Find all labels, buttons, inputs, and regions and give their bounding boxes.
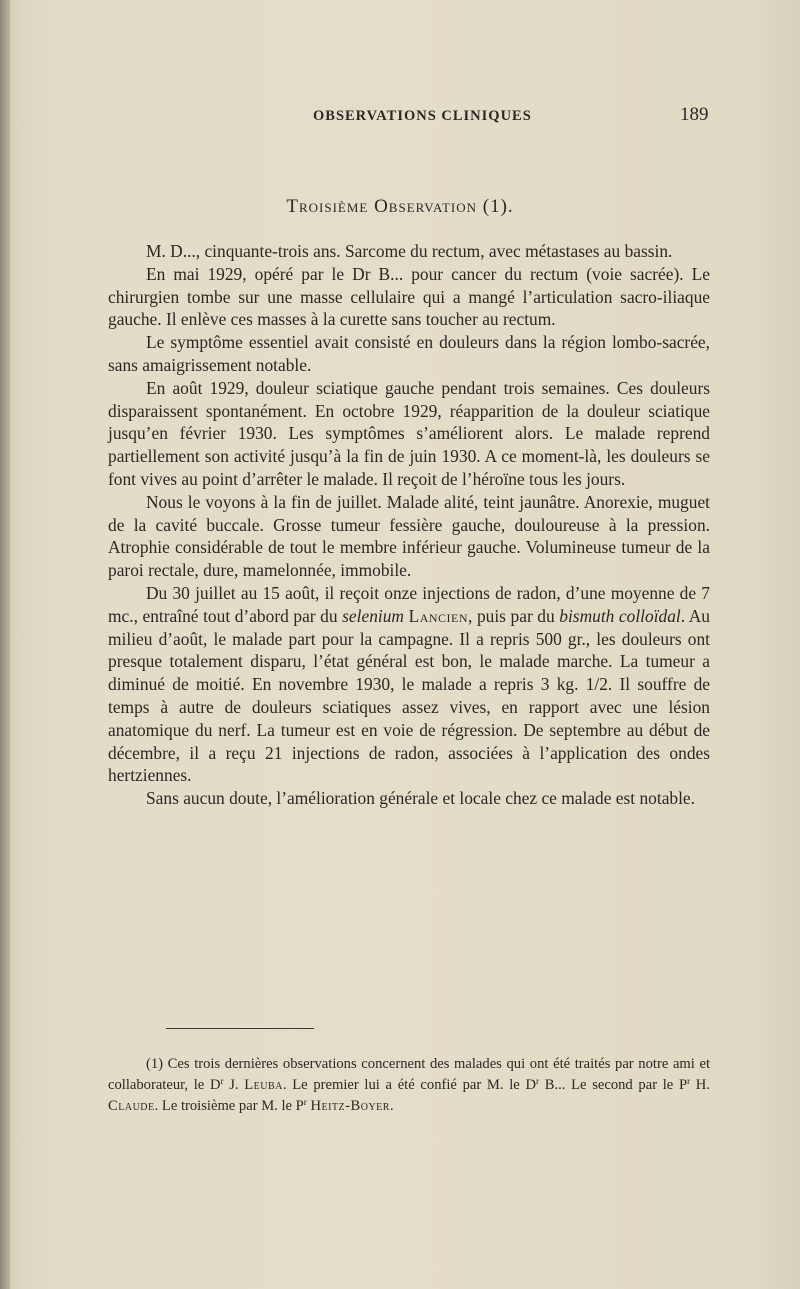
person-name: Claude bbox=[108, 1098, 155, 1114]
footnote-text bbox=[108, 1054, 710, 1117]
observation-body bbox=[108, 240, 710, 810]
running-head: OBSERVATIONS CLINIQUES bbox=[313, 108, 532, 124]
page-binding-edge bbox=[0, 0, 10, 1289]
superscript: r bbox=[303, 1097, 307, 1107]
footnote-divider bbox=[166, 1028, 314, 1029]
paragraph: En août 1929, douleur sciatique gauche pendant trois semaines. Ces douleurs disparaissent spontanément. En octobre 1929, réapparition de la douleur sciatique jusqu’en février 1930. Les symptômes s’améliorent alors. Le malade reprend partiellement son activité jusqu’à la fin de juin 1930. A ce moment-là, les douleurs se font vives au point d’arrêter le malade. Il reçoit de l’héroïne tous les jours. bbox=[108, 377, 710, 489]
paragraph: Sans aucun doute, l’amélioration générale et locale chez ce malade est notable. bbox=[146, 788, 696, 809]
italic-term: bismuth colloïdal bbox=[559, 605, 681, 626]
footnote bbox=[108, 1054, 710, 1117]
superscript: r bbox=[536, 1076, 540, 1086]
text-span: H. bbox=[690, 1077, 710, 1093]
text-span: . Au milieu d’août, le malade part pour la campagne. Il a repris 500 gr., les douleurs ont presque totalement disparu, l’état général est bon, le malade marche. La tumeur a diminué de moitié. En novembre 1930, le malade a repris 3 kg. 1/2. Il souffre de temps à autre de douleurs sciatiques assez vives, en rapport avec une lésion anatomique du nerf. La tumeur est en voie de régression. De septembre au début de décembre, il a reçu 21 injections de radon, associées à l’application des ondes hertziennes. bbox=[108, 605, 710, 786]
observation-title: Troisième Observation (1). bbox=[286, 196, 514, 217]
text-span: . Le premier lui a été confié par M. le D bbox=[282, 1077, 537, 1093]
italic-term: selenium bbox=[342, 605, 404, 626]
text-span: J. bbox=[223, 1077, 245, 1093]
paragraph-radon-treatment bbox=[108, 582, 710, 787]
person-name: Leuba bbox=[244, 1077, 283, 1093]
text-span: . Le troisième par M. le P bbox=[154, 1098, 304, 1114]
text-span: . bbox=[389, 1098, 394, 1114]
text-span: (1) Ces trois dernières observations concernent des malades qui ont été traités par notre ami et collaborateur, le D bbox=[108, 1056, 710, 1093]
paragraph: M. D..., cinquante-trois ans. Sarcome du rectum, avec métastases au bassin. bbox=[146, 241, 673, 261]
paragraph: Le symptôme essentiel avait consisté en douleurs dans la région lombo-sacrée, sans amaigrissement notable. bbox=[108, 332, 710, 375]
text-span: , puis par du bbox=[468, 605, 560, 626]
page-number: 189 bbox=[680, 104, 709, 125]
author-name: Lancien bbox=[408, 605, 469, 626]
person-name: Heitz-Boyer bbox=[310, 1098, 390, 1114]
text-span: Du 30 juillet au 15 août, il reçoit onze injections de radon, d’une moyenne de 7 mc., entraîné tout d’abord par du bbox=[108, 582, 710, 626]
text-span: B... Le second par le P bbox=[539, 1077, 688, 1093]
page-header bbox=[0, 104, 800, 132]
paragraph: En mai 1929, opéré par le Dr B... pour cancer du rectum (voie sacrée). Le chirurgien tombe sur une masse cellulaire qui a mangé l’articulation sacro-iliaque gauche. Il enlève ces masses à la curette sans toucher au rectum. bbox=[108, 263, 710, 330]
paragraph: Nous le voyons à la fin de juillet. Malade alité, teint jaunâtre. Anorexie, muguet de la cavité buccale. Grosse tumeur fessière gauche, douloureuse à la pression. Atrophie considérable de tout le membre inférieur gauche. Volumineuse tumeur de la paroi rectale, dure, mamelonnée, immobile. bbox=[108, 491, 710, 581]
superscript: r bbox=[220, 1076, 224, 1086]
superscript: r bbox=[687, 1076, 691, 1086]
